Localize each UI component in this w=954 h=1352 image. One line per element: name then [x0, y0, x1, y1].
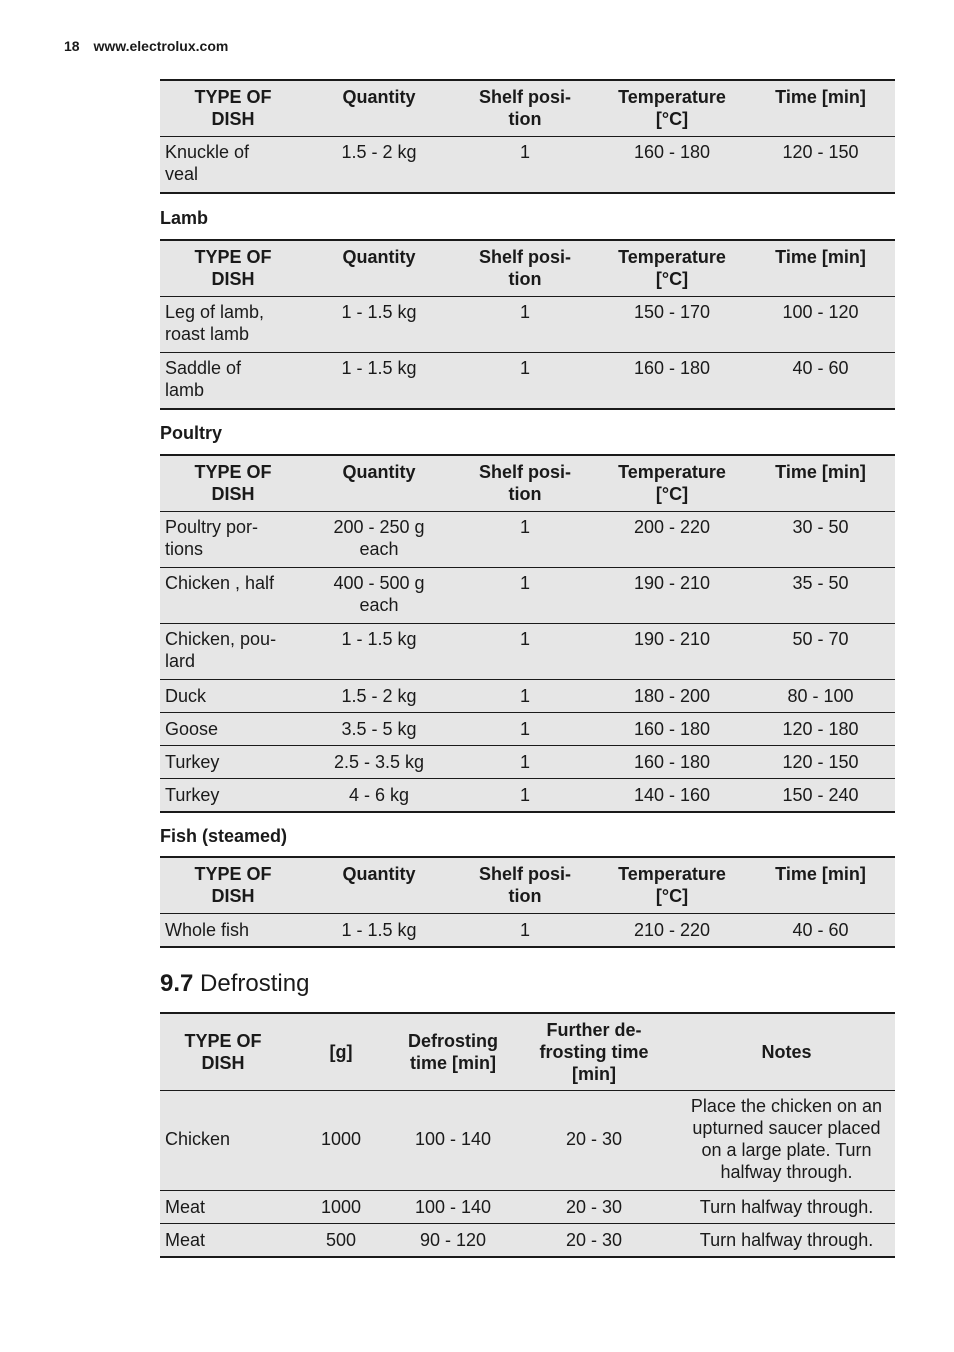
temperature-cell: 190 - 210	[598, 568, 746, 624]
dish-cell: Meat	[160, 1191, 286, 1224]
header-time: Time [min]	[746, 240, 895, 297]
header-time: Time [min]	[746, 80, 895, 137]
defrosting-time-cell: 100 - 140	[396, 1091, 510, 1191]
quantity-cell: 4 - 6 kg	[306, 779, 452, 813]
poultry-table	[160, 454, 895, 813]
quantity-cell: 3.5 - 5 kg	[306, 713, 452, 746]
dish-cell: Saddle of lamb	[160, 353, 306, 410]
header-weight: [g]	[286, 1013, 396, 1091]
header-temperature: Temperature [°C]	[598, 80, 746, 137]
further-time-cell: 20 - 30	[510, 1091, 678, 1191]
header-time: Time [min]	[746, 455, 895, 512]
header-type-of-dish: TYPE OF DISH	[160, 455, 306, 512]
temperature-cell: 210 - 220	[598, 914, 746, 948]
quantity-cell: 1 - 1.5 kg	[306, 624, 452, 680]
table-row	[160, 1224, 895, 1258]
defrosting-section-heading	[160, 970, 309, 998]
dish-cell: Whole fish	[160, 914, 306, 948]
shelf-cell: 1	[452, 624, 598, 680]
veal-table	[160, 79, 895, 194]
fish-table	[160, 856, 895, 948]
header-notes: Notes	[678, 1013, 895, 1091]
section-title: Defrosting	[200, 970, 310, 997]
header-further-defrosting-time: Further de-frosting time [min]	[510, 1013, 678, 1091]
page-header	[64, 38, 238, 54]
quantity-cell: 2.5 - 3.5 kg	[306, 746, 452, 779]
poultry-heading: Poultry	[160, 423, 223, 443]
dish-cell: Duck	[160, 680, 306, 713]
quantity-cell: 200 - 250 g each	[306, 512, 452, 568]
further-time-cell: 20 - 30	[510, 1191, 678, 1224]
dish-cell: Poultry por-tions	[160, 512, 306, 568]
website-url: www.electrolux.com	[93, 38, 229, 54]
dish-cell: Turkey	[160, 779, 306, 813]
header-type-of-dish: TYPE OF DISH	[160, 240, 306, 297]
shelf-cell: 1	[452, 137, 598, 194]
header-temperature: Temperature [°C]	[598, 240, 746, 297]
temperature-cell: 160 - 180	[598, 137, 746, 194]
table-row	[160, 680, 895, 713]
table-row	[160, 137, 895, 194]
dish-cell: Goose	[160, 713, 306, 746]
header-temperature: Temperature [°C]	[598, 455, 746, 512]
defrosting-table	[160, 1012, 895, 1258]
time-cell: 120 - 150	[746, 746, 895, 779]
defrosting-table-wrapper	[160, 1012, 895, 1258]
header-shelf-position: Shelf posi-tion	[452, 455, 598, 512]
temperature-cell: 190 - 210	[598, 624, 746, 680]
quantity-cell: 1.5 - 2 kg	[306, 680, 452, 713]
time-cell: 100 - 120	[746, 297, 895, 353]
header-quantity: Quantity	[306, 240, 452, 297]
header-quantity: Quantity	[306, 80, 452, 137]
header-shelf-position: Shelf posi-tion	[452, 857, 598, 914]
header-temperature: Temperature [°C]	[598, 857, 746, 914]
defrosting-time-cell: 90 - 120	[396, 1224, 510, 1258]
defrosting-time-cell: 100 - 140	[396, 1191, 510, 1224]
header-type-of-dish: TYPE OF DISH	[160, 80, 306, 137]
dish-cell: Knuckle of veal	[160, 137, 306, 194]
notes-cell: Place the chicken on an upturned saucer placed on a large plate. Turn halfway through.	[678, 1091, 895, 1191]
time-cell: 50 - 70	[746, 624, 895, 680]
table-row	[160, 713, 895, 746]
weight-cell: 500	[286, 1224, 396, 1258]
temperature-cell: 140 - 160	[598, 779, 746, 813]
shelf-cell: 1	[452, 914, 598, 948]
lamb-table-wrapper	[160, 239, 895, 410]
table-row	[160, 779, 895, 813]
fish-heading: Fish (steamed)	[160, 826, 288, 846]
table-row	[160, 353, 895, 410]
shelf-cell: 1	[452, 746, 598, 779]
header-type-of-dish: TYPE OF DISH	[160, 857, 306, 914]
notes-cell: Turn halfway through.	[678, 1191, 895, 1224]
quantity-cell: 1 - 1.5 kg	[306, 353, 452, 410]
temperature-cell: 160 - 180	[598, 713, 746, 746]
lamb-table	[160, 239, 895, 410]
time-cell: 120 - 180	[746, 713, 895, 746]
time-cell: 150 - 240	[746, 779, 895, 813]
table-row	[160, 512, 895, 568]
header-time: Time [min]	[746, 857, 895, 914]
table-row	[160, 1191, 895, 1224]
header-quantity: Quantity	[306, 857, 452, 914]
dish-cell: Leg of lamb, roast lamb	[160, 297, 306, 353]
time-cell: 80 - 100	[746, 680, 895, 713]
dish-cell: Turkey	[160, 746, 306, 779]
shelf-cell: 1	[452, 297, 598, 353]
shelf-cell: 1	[452, 568, 598, 624]
dish-cell: Chicken, pou-lard	[160, 624, 306, 680]
page-number: 18	[64, 38, 80, 54]
shelf-cell: 1	[452, 713, 598, 746]
time-cell: 40 - 60	[746, 914, 895, 948]
temperature-cell: 150 - 170	[598, 297, 746, 353]
header-defrosting-time: Defrosting time [min]	[396, 1013, 510, 1091]
dish-cell: Chicken , half	[160, 568, 306, 624]
table-row	[160, 746, 895, 779]
weight-cell: 1000	[286, 1191, 396, 1224]
fish-table-wrapper	[160, 856, 895, 948]
quantity-cell: 400 - 500 g each	[306, 568, 452, 624]
header-type-of-dish: TYPE OF DISH	[160, 1013, 286, 1091]
quantity-cell: 1 - 1.5 kg	[306, 297, 452, 353]
time-cell: 120 - 150	[746, 137, 895, 194]
shelf-cell: 1	[452, 512, 598, 568]
poultry-table-wrapper	[160, 454, 895, 813]
shelf-cell: 1	[452, 353, 598, 410]
shelf-cell: 1	[452, 680, 598, 713]
table-row	[160, 297, 895, 353]
header-quantity: Quantity	[306, 455, 452, 512]
section-number: 9.7	[160, 970, 194, 997]
shelf-cell: 1	[452, 779, 598, 813]
dish-cell: Meat	[160, 1224, 286, 1258]
further-time-cell: 20 - 30	[510, 1224, 678, 1258]
table-row	[160, 624, 895, 680]
dish-cell: Chicken	[160, 1091, 286, 1191]
table-row	[160, 568, 895, 624]
table-row	[160, 914, 895, 948]
temperature-cell: 200 - 220	[598, 512, 746, 568]
veal-table-wrapper	[160, 79, 895, 194]
temperature-cell: 160 - 180	[598, 353, 746, 410]
lamb-heading: Lamb	[160, 208, 209, 228]
notes-cell: Turn halfway through.	[678, 1224, 895, 1258]
table-row	[160, 1091, 895, 1191]
weight-cell: 1000	[286, 1091, 396, 1191]
time-cell: 30 - 50	[746, 512, 895, 568]
quantity-cell: 1.5 - 2 kg	[306, 137, 452, 194]
temperature-cell: 180 - 200	[598, 680, 746, 713]
quantity-cell: 1 - 1.5 kg	[306, 914, 452, 948]
temperature-cell: 160 - 180	[598, 746, 746, 779]
time-cell: 40 - 60	[746, 353, 895, 410]
header-shelf-position: Shelf posi-tion	[452, 240, 598, 297]
time-cell: 35 - 50	[746, 568, 895, 624]
header-shelf-position: Shelf posi-tion	[452, 80, 598, 137]
